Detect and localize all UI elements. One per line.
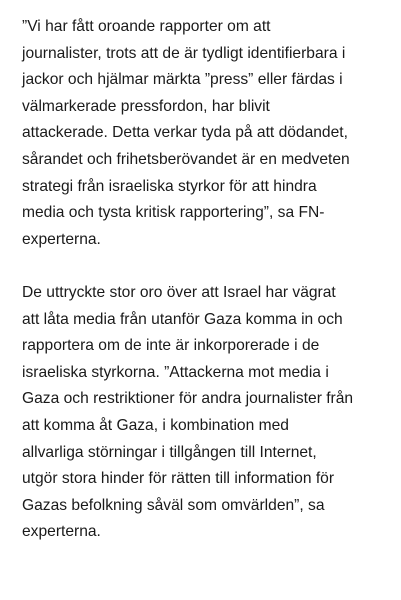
- text-line: rapportera om de inte är inkorporerade i de: [22, 337, 320, 355]
- text-line: att låta media från utanför Gaza komma in och: [22, 310, 343, 328]
- text-line: De uttryckte stor oro över att Israel har vägrat: [22, 283, 336, 301]
- text-line: strategi från israeliska styrkor för att hindra: [22, 177, 317, 195]
- text-line: Gaza och restriktioner för andra journalister från: [22, 390, 354, 408]
- text-line: journalister, trots att de är tydligt identifierbara i: [22, 44, 346, 62]
- text-line: Gazas befolkning såväl som omvärlden”, sa: [22, 496, 325, 514]
- text-line: experterna.: [22, 523, 101, 541]
- text-line: israeliska styrkorna. ”Attackerna mot media i: [22, 363, 329, 381]
- text-line: välmarkerade pressfordon, har blivit: [22, 97, 270, 115]
- text-line: allvarliga störningar i tillgången till Internet,: [22, 443, 317, 461]
- text-line: att komma åt Gaza, i kombination med: [22, 416, 289, 434]
- text-line: utgör stora hinder för rätten till information för: [22, 470, 335, 488]
- paragraph-concern: [22, 280, 392, 546]
- text-line: sårandet och frihetsberövandet är en medveten: [22, 150, 350, 168]
- article-body: [22, 14, 392, 546]
- text-line: attackerade. Detta verkar tyda på att dödandet,: [22, 124, 348, 142]
- paragraph-quote: [22, 14, 392, 253]
- text-line: experterna.: [22, 230, 101, 248]
- text-line: ”Vi har fått oroande rapporter om att: [22, 18, 271, 35]
- text-line: jackor och hjälmar märkta ”press” eller färdas i: [22, 71, 343, 89]
- text-line: media och tysta kritisk rapportering”, sa FN-: [22, 204, 325, 222]
